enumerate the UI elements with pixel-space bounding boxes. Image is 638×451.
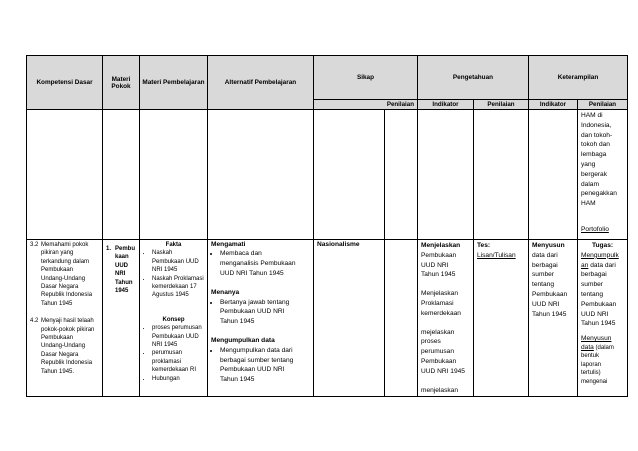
text-line: dalam — [581, 180, 599, 188]
text-line: Menjelaskan — [421, 290, 459, 298]
text-line: Republik Indonesia — [41, 292, 93, 299]
header-materi-pembelajaran: Materi Pembelajaran — [140, 56, 208, 110]
text-line: Tahun 1945 — [581, 320, 616, 328]
text-line: Pembu — [115, 246, 136, 252]
text-line: proklamasi — [152, 358, 182, 365]
fakta-item — [152, 249, 204, 274]
lisan-tulisan-link[interactable]: Lisan/Tulisan — [477, 251, 516, 259]
menyusun-link-line[interactable]: Menyusun — [581, 335, 612, 343]
menanya-item — [220, 298, 310, 327]
text-line: menganalisis Pembukaan — [220, 260, 296, 268]
text-line: tentang — [532, 281, 554, 289]
tes-title: Tes: — [477, 242, 491, 249]
text-line: mejelaskan — [421, 328, 455, 336]
text-line: kemerdekaan 17 — [152, 284, 197, 291]
text-line: Pembukaan — [41, 335, 74, 342]
text-line: kaan — [115, 254, 129, 261]
text-line: data dari — [532, 251, 558, 259]
header-kompetensi: Kompetensi Dasar — [27, 56, 103, 110]
text-line: sumber — [581, 281, 603, 289]
text-line: Tahun 1945. — [41, 368, 75, 375]
text-line: UUD NRI 1945 — [421, 367, 465, 375]
lesson-plan-table — [26, 55, 628, 397]
text-line: (dalam — [595, 344, 614, 351]
text-line: Proklamasi — [421, 299, 454, 307]
text-line: berbagai sumber tentang — [220, 356, 294, 364]
text-line: • Hubungan — [152, 375, 180, 382]
text-line: UUD NRI Tahun 1945 — [220, 270, 284, 277]
menanya-title: Menanya — [211, 288, 240, 296]
text-line: tertulis) — [581, 370, 601, 377]
text-line: Tahun 1945 — [220, 376, 255, 384]
text-line: berbagai — [581, 271, 607, 279]
materi-pembelajaran-cell — [140, 240, 208, 397]
text-line: Pembukaan UUD NRI — [220, 308, 285, 316]
text-line: NRI — [115, 271, 126, 278]
text-line: Pembukaan — [41, 267, 74, 274]
text-line: sumber — [532, 271, 554, 279]
text-line: menjelaskan — [421, 386, 459, 394]
text-line: HAM — [581, 200, 596, 208]
text-line: pokok-pokok pikiran — [41, 326, 95, 333]
text-line: Tahun 1945 — [220, 318, 255, 326]
text-line: Pembukaan UUD — [152, 333, 199, 340]
text-line: Undang-Undang — [41, 275, 86, 282]
text-line: • Mengumpulkan data dari — [220, 346, 293, 354]
portofolio-link[interactable]: Portofolio — [581, 225, 609, 233]
text-line: penegakkan — [581, 190, 617, 198]
subheader-ket-penilaian: Penilaian — [578, 100, 628, 110]
mengamati-title: Mengamati — [211, 241, 246, 248]
konsep-title: Konsep — [162, 316, 185, 323]
konsep-item — [152, 349, 204, 374]
text-line: Indonesia, — [581, 121, 612, 129]
text-line: Tahun — [115, 279, 133, 286]
mengamati-item — [220, 249, 310, 278]
text-line: kemerdekaan RI — [152, 367, 197, 374]
text-line: • Membaca dan — [220, 250, 262, 258]
text-line: Tahun 1945 — [41, 300, 73, 307]
text-line: Dasar Negara — [41, 284, 79, 291]
text-line: dan tokoh- — [581, 131, 613, 139]
ket-penilaian-cell — [578, 240, 628, 397]
text-line: Pembukaan — [421, 357, 457, 365]
peng-indikator-title: Menjelaskan — [421, 242, 461, 249]
text-line: NRI 1945 — [152, 267, 178, 274]
materi-number: 1. — [106, 246, 112, 252]
subheader-peng-penilaian: Penilaian — [474, 100, 529, 110]
text-line: berbagai — [532, 261, 558, 269]
text-line: Pembukaan UUD — [152, 258, 199, 265]
text-line: NRI 1945 — [152, 342, 178, 349]
text-line: Tahun 1945 — [532, 310, 567, 318]
text-line: Pembukaan — [532, 290, 568, 298]
text-line: lembaga — [581, 151, 607, 159]
text-line: Agustus 1945 — [152, 292, 189, 299]
text-line: tokoh dan — [581, 141, 610, 149]
text-line: bergerak — [581, 170, 608, 178]
text-line: laporan — [581, 361, 602, 368]
text-line: Tahun 1945 — [421, 271, 456, 279]
subheader-ket-indikator: Indikator — [529, 100, 578, 110]
text-line: perumusan — [421, 348, 454, 356]
materi-pokok-cell — [103, 240, 140, 397]
text-line: terkandung dalam — [41, 258, 90, 265]
text-line: Memahami pokok — [41, 242, 89, 248]
konsep-item — [152, 375, 204, 383]
mengumpulkan-item — [220, 346, 310, 385]
mengumpulkan-link-line[interactable]: an — [581, 261, 589, 269]
header-pengetahuan: Pengetahuan — [418, 56, 529, 100]
text-line: mengenai — [581, 378, 608, 385]
text-line: • Naskah Proklamasi — [152, 275, 204, 282]
text-line: Menyaji hasil telaah — [41, 318, 94, 325]
header-materi-pokok: Materi Pokok — [103, 56, 140, 110]
row1-ket-penilaian — [578, 110, 628, 240]
text-line: kemerdekaan — [421, 309, 461, 317]
mengumpulkan-title: Mengumpulkan data — [211, 336, 275, 344]
text-line: • perumusan — [152, 350, 183, 357]
kd1-number: 3.2 — [30, 242, 39, 248]
header-keterampilan: Keterampilan — [529, 56, 628, 100]
text-line: 1945 — [115, 288, 129, 295]
text-line: UUD NRI — [581, 310, 609, 318]
subheader-sikap-penilaian: Penilaian — [314, 100, 418, 110]
mengumpulkan-link-line[interactable]: Mengumpulk — [581, 251, 619, 259]
ket-indikator-cell — [529, 240, 578, 397]
tugas-title: Tugas: — [591, 242, 614, 249]
text-line: Dasar Negara — [41, 351, 79, 358]
text-line: yang — [581, 160, 596, 168]
sikap-penilaian-cell — [385, 240, 418, 397]
sikap-cell: Nasionalisme — [314, 240, 385, 397]
header-sikap: Sikap — [314, 56, 418, 100]
kd2-number: 4.2 — [30, 318, 39, 325]
kompetensi-dasar-cell — [27, 240, 103, 397]
text-line: Republik Indonesia — [41, 360, 93, 367]
text-line: Pembukaan UUD NRI — [220, 366, 285, 374]
text-line: tentang — [581, 290, 603, 298]
text-line: data dari — [590, 261, 616, 269]
peng-penilaian-cell — [474, 240, 529, 397]
text-line: UUD NRI — [532, 300, 560, 308]
text-line: UUD NRI — [421, 261, 449, 269]
text-line: proses — [421, 338, 441, 346]
fakta-item — [152, 275, 204, 300]
text-line: HAM di — [581, 112, 603, 119]
header-alternatif: Alternatif Pembelajaran — [208, 56, 314, 110]
subheader-peng-indikator: Indikator — [418, 100, 474, 110]
menyusun-link-line[interactable]: data — [581, 343, 594, 351]
text-line: bentuk — [581, 353, 600, 360]
text-line: Undang-Undang — [41, 343, 86, 350]
menyusun-title: Menyusun — [532, 242, 565, 249]
fakta-title: Fakta — [165, 242, 182, 248]
text-line: Pembukaan — [421, 251, 457, 259]
konsep-item — [152, 324, 204, 349]
text-line: • Naskah — [152, 250, 173, 257]
text-line: • proses perumusan — [152, 325, 202, 332]
text-line: pikiran yang — [41, 250, 74, 257]
peng-indikator-cell — [418, 240, 474, 397]
alternatif-pembelajaran-cell — [208, 240, 314, 397]
text-line: Pembukaan — [581, 300, 617, 308]
text-line: • Bertanya jawab tentang — [220, 298, 290, 306]
text-line: UUD — [115, 262, 128, 269]
